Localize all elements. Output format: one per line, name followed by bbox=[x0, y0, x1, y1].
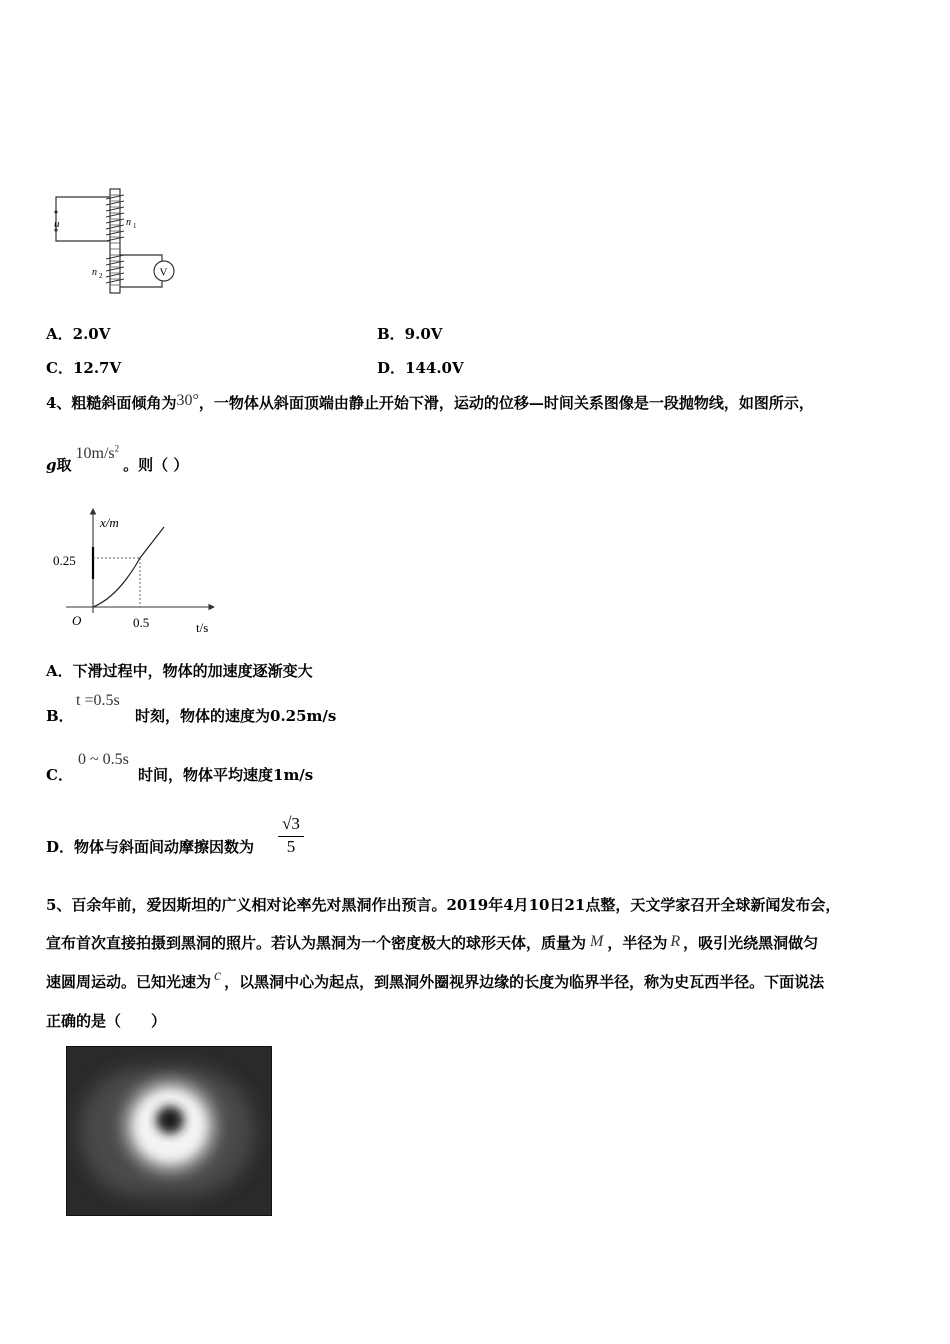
q4-option-b-math: t =0.5s bbox=[76, 692, 120, 709]
u-label: u bbox=[54, 218, 60, 230]
q5-line2 bbox=[46, 924, 926, 963]
q4-stem bbox=[46, 392, 814, 413]
q5-line3-b: ，以黑洞中心为起点，到黑洞外圈视界边缘的长度为临界半径，称为史瓦西半径。下面说法 bbox=[224, 973, 825, 991]
displacement-curve bbox=[93, 527, 164, 607]
q4-option-d-text: D．物体与斜面间动摩擦因数为 bbox=[46, 838, 255, 856]
y-tick-label: 0.25 bbox=[53, 553, 76, 568]
q5-radius-symbol: R bbox=[670, 933, 681, 950]
q4-stem-part2: ，一物体从斜面顶端由静止开始下滑，运动的位移—时间关系图像是一段抛物线，如图所示， bbox=[198, 394, 814, 412]
q3-option-d: D．144.0V bbox=[377, 359, 464, 377]
y-axis-label: x/m bbox=[100, 515, 119, 530]
q5-line2-c: ，吸引光绕黑洞做匀 bbox=[683, 934, 819, 952]
q5-line3-a: 速圆周运动。已知光速为 bbox=[46, 973, 212, 991]
q4-option-c-text: 时间，物体平均速度1m/s bbox=[138, 766, 314, 784]
q4-g-line bbox=[46, 443, 189, 475]
fraction-denominator: 5 bbox=[278, 836, 304, 857]
transformer-circuit-figure bbox=[48, 185, 188, 300]
q3-option-a: A．2.0V bbox=[46, 325, 111, 343]
q4-xt-graph bbox=[48, 505, 228, 637]
n2-label: n bbox=[92, 267, 97, 278]
q4-g-symbol: g bbox=[46, 456, 57, 474]
q4-option-c-label: C． bbox=[46, 766, 73, 784]
q4-stem-part1: 4、粗糙斜面倾角为 bbox=[46, 394, 177, 412]
q5-line3 bbox=[46, 963, 926, 1002]
q3-option-b: B．9.0V bbox=[377, 325, 443, 343]
n1-label: n bbox=[126, 217, 131, 228]
q5-line2-a: 宣布首次直接拍摄到黑洞的照片。若认为黑洞为一个密度极大的球形天体，质量为 bbox=[46, 934, 587, 952]
voltmeter-label: V bbox=[159, 266, 168, 279]
q5-mass-symbol: M bbox=[590, 933, 604, 950]
origin-label: O bbox=[72, 613, 82, 628]
q4-option-d-fraction bbox=[278, 814, 304, 857]
q4-option-c-math: 0 ~ 0.5s bbox=[78, 751, 129, 768]
q4-g-take: 取 bbox=[56, 456, 72, 474]
q5-light-speed-symbol: c bbox=[214, 967, 222, 984]
q4-g-value-base: 10m/s bbox=[75, 445, 115, 462]
n2-subscript: 2 bbox=[99, 272, 103, 280]
q4-option-b-label: B． bbox=[46, 707, 74, 725]
fraction-numerator: √3 bbox=[282, 814, 300, 833]
q4-angle: 30° bbox=[176, 392, 199, 409]
q4-option-b-text: 时刻，物体的速度为0.25m/s bbox=[135, 707, 337, 725]
x-axis-label: t/s bbox=[196, 620, 209, 635]
q4-g-value-exponent: 2 bbox=[114, 443, 120, 454]
black-hole-image bbox=[66, 1046, 272, 1216]
q4-g-value bbox=[76, 445, 120, 462]
x-tick-label: 0.5 bbox=[133, 615, 150, 630]
q5-line4: 正确的是（ ） bbox=[46, 1012, 167, 1030]
q5-line2-b: ，半径为 bbox=[607, 934, 668, 952]
q4-stem-end: 。则（ ） bbox=[123, 456, 189, 474]
q3-option-c: C．12.7V bbox=[46, 359, 122, 377]
q4-option-a: A．下滑过程中，物体的加速度逐渐变大 bbox=[46, 662, 313, 680]
q5-line1: 5、百余年前，爱因斯坦的广义相对论率先对黑洞作出预言。2019年4月10日21点整，天文学家召开全球新闻发布会， bbox=[46, 896, 841, 914]
n1-subscript: 1 bbox=[133, 222, 137, 230]
q5-stem bbox=[46, 886, 926, 1040]
